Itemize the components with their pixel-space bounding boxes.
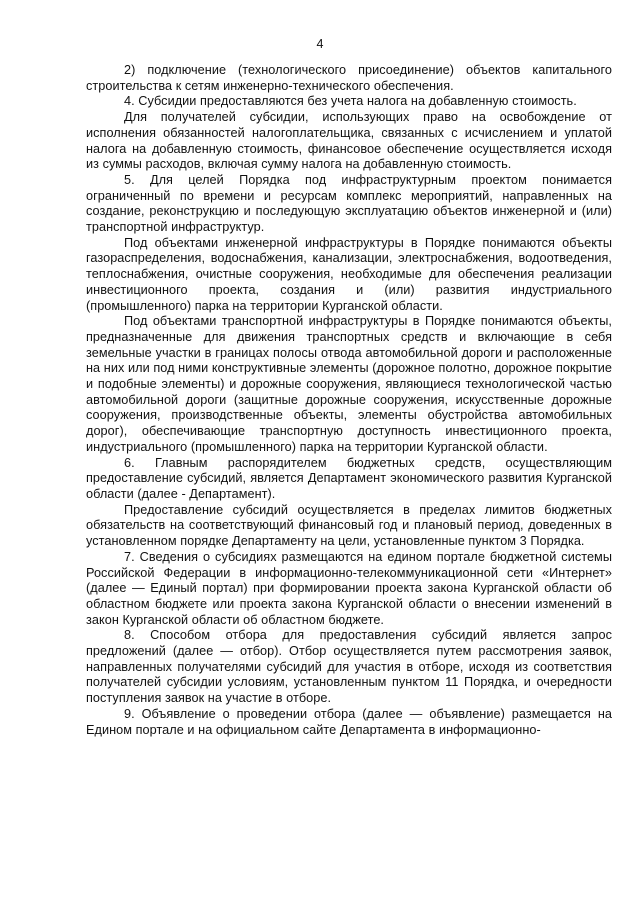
paragraph-transport-infrastructure: Под объектами транспортной инфраструктуры в Порядке понимаются объекты, предназначенные для движения транспортных средств и включающие в себя земельные участки в границах полосы отвода автомобильной дороги и расположенные на них или под ними конструктивные элементы (дорожное полотно, дорожное покрытие и подобные элементы) и дорожные сооружения, являющиеся технологической частью автомобильной дороги (защитные дорожные сооружения, искусственные дорожные сооружения, производственные объекты, элементы обустройства автомобильных дорог), обеспечивающие транспортную доступность инвестиционного проекта, индустриального (промышленного) парка на территории Курганской области. [86,314,612,454]
paragraph-subsidy-limits: Предоставление субсидий осуществляется в пределах лимитов бюджетных обязательств на соответствующий финансовый год и плановый период, доведенных в установленном порядке Департаменту на цели, установленные пунктом 3 Порядка. [86,502,612,549]
paragraph-section-7: 7. Сведения о субсидиях размещаются на едином портале бюджетной системы Российской Федерации в информационно-телекоммуникационной сети «Интернет» (далее — Единый портал) при формировании проекта закона Курганской области об областном бюджете или проекта закона Курганской области о внесении изменений в закон Курганской области об областном бюджете. [86,549,612,627]
paragraph-section-9: 9. Объявление о проведении отбора (далее — объявление) размещается на Едином портале и на официальном сайте Департамента в информационно- [86,706,612,737]
paragraph-section-4: 4. Субсидии предоставляются без учета налога на добавленную стоимость. [124,94,577,109]
paragraph-engineering-infrastructure: Под объектами инженерной инфраструктуры в Порядке понимаются объекты газораспределения, водоснабжения, канализации, электроснабжения, водоотведения, теплоснабжения, очистные сооружения, необходимые для обеспечения реализации инвестиционного проекта, создания и (или) развития индустриального (промышленного) парка на территории Курганской области. [86,235,612,313]
paragraph-vat-exemption: Для получателей субсидии, использующих право на освобождение от исполнения обязанностей налогоплательщика, связанных с исчислением и уплатой налога на добавленную стоимость, финансовое обеспечение осуществляется исходя из суммы расходов, включая сумму налога на добавленную стоимость. [86,110,612,172]
paragraph-connection: 2) подключение (технологического присоединение) объектов капитального строительства к сетям инженерно-технического обеспечения. [86,63,612,93]
paragraph-section-5: 5. Для целей Порядка под инфраструктурным проектом понимается ограниченный по времени и ресурсам комплекс мероприятий, направленных на создание, реконструкцию и последующую эксплуатацию объектов инженерной и (или) транспортной инфраструктур. [86,172,612,235]
paragraph-section-8: 8. Способом отбора для предоставления субсидий является запрос предложений (далее — отбор). Отбор осуществляется путем рассмотрения заявок, направленных получателями субсидий для участия в отборе, исходя из соответствия получателей субсидии условиям, установленным пунктом 11 Порядка, и очередности поступления заявок на участие в отборе. [86,628,612,706]
page-number: 4 [316,37,324,51]
paragraph-section-6: 6. Главным распорядителем бюджетных средств, осуществляющим предоставление субсидий, является Департамент экономического развития Курганской области (далее - Департамент). [86,455,612,501]
document-body [86,63,612,738]
